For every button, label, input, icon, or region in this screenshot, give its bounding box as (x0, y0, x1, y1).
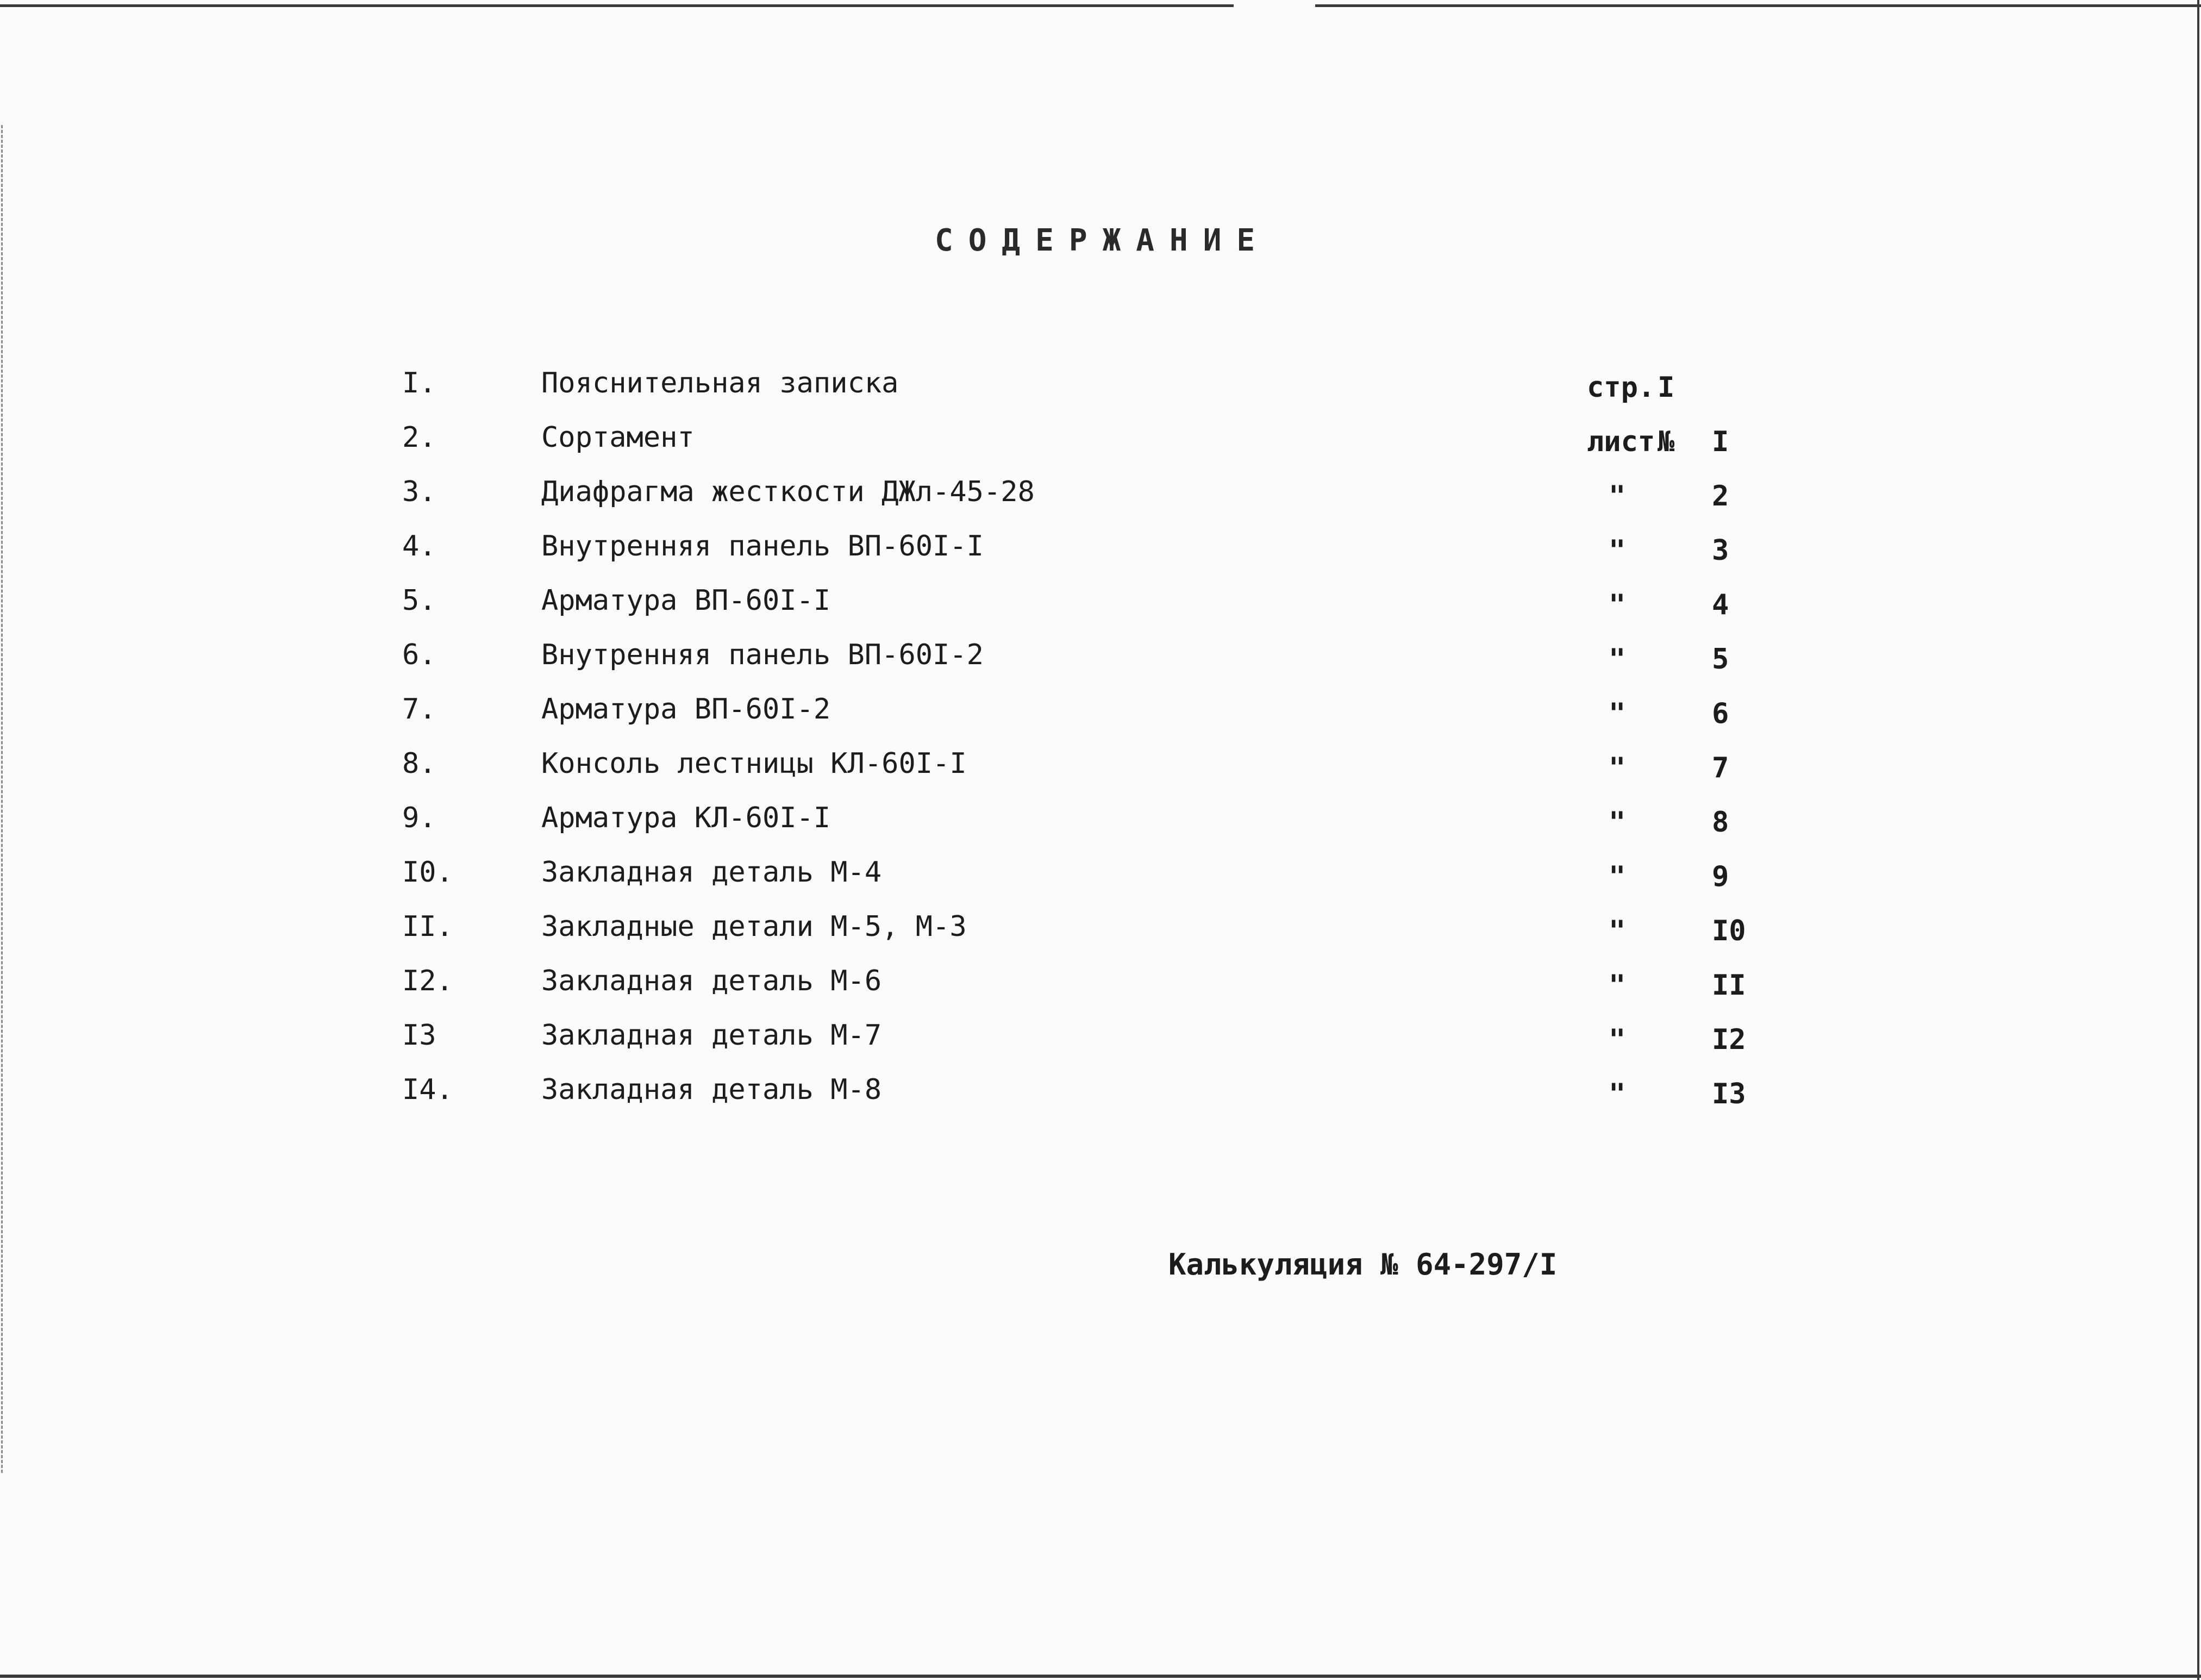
toc-item-title: Внутренняя панель ВП-60I-I (541, 530, 984, 563)
toc-row (0, 739, 1793, 788)
toc-item-title: Закладная деталь М-6 (541, 965, 882, 997)
toc-item-number: I. (402, 367, 436, 399)
toc-item-number: 6. (402, 639, 436, 671)
toc-row (0, 1011, 1793, 1060)
toc-row (0, 576, 1793, 625)
scan-border-right (2197, 0, 2199, 1680)
toc-page-mark: " (1609, 1078, 1626, 1110)
toc-page-mark: " (1609, 969, 1626, 1002)
toc-page-number: I (1658, 371, 1675, 404)
scan-border-gap (1234, 2, 1315, 10)
toc-item-title: Закладная деталь М-7 (541, 1019, 882, 1052)
toc-item-number: I2. (402, 965, 453, 997)
toc-page-number: 3 (1712, 534, 1729, 567)
toc-page-reference (1587, 472, 1739, 521)
toc-page-reference (1587, 526, 1739, 575)
toc-row (0, 630, 1793, 679)
toc-item-number: I0. (402, 856, 453, 889)
toc-page-reference (1587, 689, 1739, 738)
toc-page-number: II (1712, 969, 1746, 1002)
toc-item-title: Арматура ВП-60I-2 (541, 693, 831, 726)
toc-item-title: Закладная деталь М-8 (541, 1073, 882, 1106)
toc-item-title: Сортамент (541, 421, 695, 454)
toc-row (0, 848, 1793, 897)
toc-row (0, 1065, 1793, 1114)
toc-item-title: Закладные детали М-5, М-3 (541, 910, 967, 943)
toc-page-number: I0 (1712, 915, 1746, 947)
toc-page-mark: " (1609, 806, 1626, 839)
toc-page-reference (1587, 1070, 1746, 1119)
toc-page-reference (1587, 961, 1746, 1010)
toc-row (0, 685, 1793, 734)
toc-item-title: Консоль лестницы КЛ-60I-I (541, 747, 967, 780)
toc-page-mark: " (1609, 752, 1626, 784)
toc-item-number: 8. (402, 747, 436, 780)
toc-item-title: Внутренняя панель ВП-60I-2 (541, 639, 984, 671)
toc-page-mark: " (1609, 643, 1626, 676)
toc-page-word: стр. (1587, 371, 1655, 404)
toc-row (0, 957, 1793, 1005)
toc-page-reference (1587, 363, 1739, 412)
toc-item-number: II. (402, 910, 453, 943)
toc-item-number: I4. (402, 1073, 453, 1106)
toc-page-mark: " (1609, 534, 1626, 567)
toc-page-number: I3 (1712, 1078, 1746, 1110)
toc-row (0, 522, 1793, 571)
toc-page-number: 7 (1712, 752, 1729, 784)
toc-page-reference (1587, 635, 1739, 684)
toc-page-number: 2 (1712, 480, 1729, 513)
toc-page-mark: № (1658, 426, 1675, 458)
toc-row (0, 413, 1793, 462)
toc-page-reference (1587, 744, 1739, 792)
toc-page-mark: " (1609, 697, 1626, 730)
toc-item-number: 7. (402, 693, 436, 726)
toc-item-number: 5. (402, 584, 436, 617)
toc-page-number: 5 (1712, 643, 1729, 676)
toc-item-number: 4. (402, 530, 436, 563)
toc-page-mark: " (1609, 915, 1626, 947)
toc-page-mark: " (1609, 480, 1626, 513)
scan-border-bottom (0, 1675, 2201, 1678)
toc-page-mark: " (1609, 589, 1626, 621)
toc-item-number: 2. (402, 421, 436, 454)
toc-page-reference (1587, 417, 1739, 466)
toc-row (0, 359, 1793, 408)
scan-border-top (0, 4, 2201, 7)
toc-item-title: Арматура КЛ-60I-I (541, 802, 831, 834)
toc-page-mark: " (1609, 860, 1626, 893)
toc-page-number: I2 (1712, 1023, 1746, 1056)
toc-item-title: Диафрагма жесткости ДЖл-45-28 (541, 476, 1035, 508)
toc-row (0, 467, 1793, 516)
toc-row (0, 902, 1793, 951)
toc-page-number: 9 (1712, 860, 1729, 893)
calculation-reference: Калькуляция № 64-297/I (1168, 1247, 1558, 1282)
toc-page-reference (1587, 580, 1739, 629)
toc-row (0, 794, 1793, 842)
toc-page-reference (1587, 852, 1739, 901)
toc-item-number: 3. (402, 476, 436, 508)
toc-page-number: 4 (1712, 589, 1729, 621)
toc-item-number: I3 (402, 1019, 436, 1052)
document-title: СОДЕРЖАНИЕ (935, 223, 1271, 258)
toc-item-number: 9. (402, 802, 436, 834)
toc-item-title: Пояснительная записка (541, 367, 899, 399)
toc-item-title: Арматура ВП-60I-I (541, 584, 831, 617)
toc-page-number: 6 (1712, 697, 1729, 730)
toc-item-title: Закладная деталь М-4 (541, 856, 882, 889)
toc-page-number: I (1712, 426, 1729, 458)
toc-page-word: лист (1587, 426, 1655, 458)
toc-page-reference (1587, 907, 1746, 955)
toc-page-reference (1587, 1015, 1746, 1064)
toc-page-mark: " (1609, 1023, 1626, 1056)
toc-page-number: 8 (1712, 806, 1729, 839)
toc-page-reference (1587, 798, 1739, 847)
